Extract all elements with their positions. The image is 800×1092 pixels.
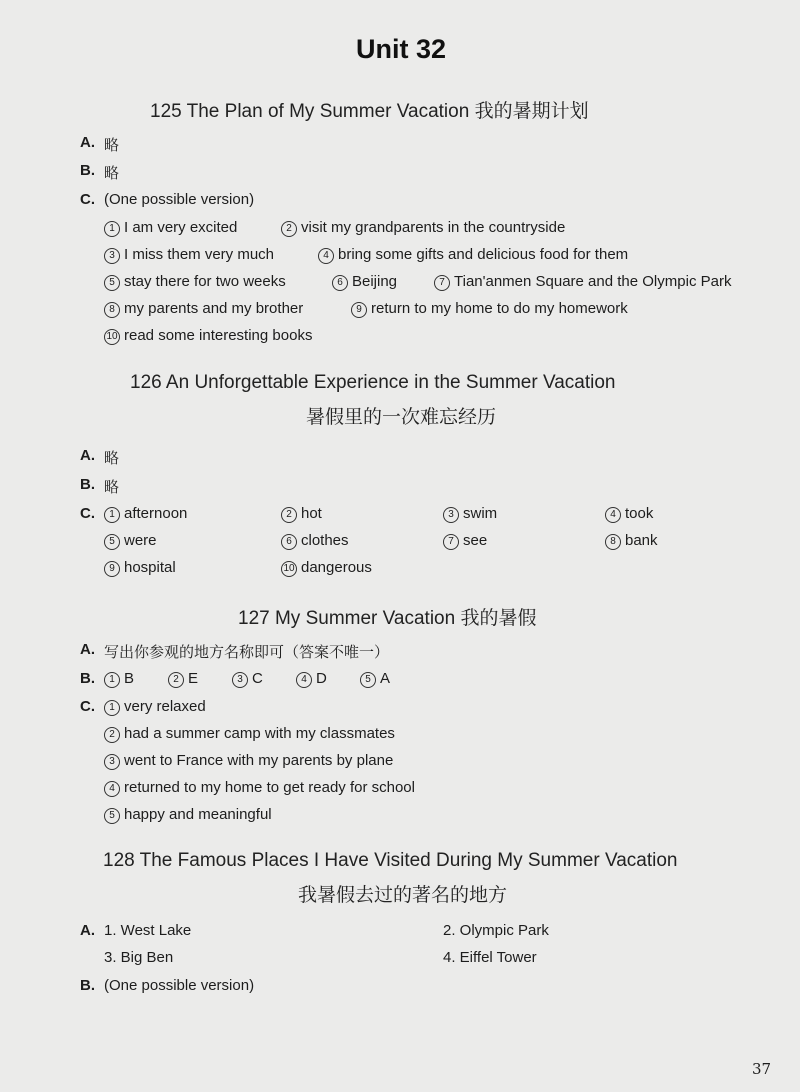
s126-item bbox=[281, 505, 322, 523]
s125-item-text: stay there for two weeks bbox=[124, 273, 286, 290]
circled-number: 6 bbox=[332, 275, 348, 291]
s125-item bbox=[104, 273, 286, 291]
s126-item bbox=[605, 532, 658, 550]
section-127-title: 127 My Summer Vacation 我的暑假 bbox=[238, 608, 537, 629]
s126-item-text: see bbox=[463, 532, 488, 549]
s126-item-text: clothes bbox=[301, 532, 349, 549]
s127-c-item bbox=[104, 806, 272, 824]
s127-b-item bbox=[104, 670, 134, 688]
circled-number: 2 bbox=[281, 507, 297, 523]
circled-number: 2 bbox=[104, 727, 120, 743]
section-126-title: 126 An Unforgettable Experience in the Summer Vacation bbox=[130, 372, 616, 393]
s127-c-text: had a summer camp with my classmates bbox=[124, 725, 395, 742]
s126-item bbox=[281, 559, 372, 577]
s125-c-note: (One possible version) bbox=[104, 191, 255, 208]
s125-item bbox=[281, 219, 565, 237]
s125-item-text: I miss them very much bbox=[124, 246, 275, 263]
s126-item bbox=[605, 505, 653, 523]
circled-number: 9 bbox=[351, 302, 367, 318]
circled-number: 7 bbox=[434, 275, 450, 291]
unit-title: Unit 32 bbox=[356, 34, 447, 64]
s126-item bbox=[104, 532, 157, 550]
circled-number: 3 bbox=[104, 248, 120, 264]
s126-item-text: hot bbox=[301, 505, 322, 522]
s127-a-answer: 写出你参观的地方名称即可（答案不唯一） bbox=[104, 644, 390, 661]
circled-number: 5 bbox=[360, 672, 376, 688]
s126-item bbox=[104, 559, 176, 577]
s128-b-note: (One possible version) bbox=[104, 977, 255, 994]
circled-number: 5 bbox=[104, 275, 120, 291]
section-125-title: 125 The Plan of My Summer Vacation 我的暑期计划 bbox=[150, 101, 589, 122]
circled-number: 4 bbox=[296, 672, 312, 688]
section-128-title: 128 The Famous Places I Have Visited During My Summer Vacation bbox=[103, 850, 678, 871]
s125-item bbox=[318, 246, 628, 264]
s128-b-label: B. bbox=[80, 977, 95, 994]
s127-b-label: B. bbox=[80, 670, 95, 687]
s126-item-text: took bbox=[625, 505, 654, 522]
s125-item-text: Beijing bbox=[352, 273, 398, 290]
circled-number: 3 bbox=[443, 507, 459, 523]
circled-number: 5 bbox=[104, 534, 120, 550]
s126-b-label: B. bbox=[80, 476, 95, 493]
s126-c-label: C. bbox=[80, 505, 95, 522]
circled-number: 2 bbox=[281, 221, 297, 237]
s127-a-label: A. bbox=[80, 641, 95, 658]
circled-number: 1 bbox=[104, 221, 120, 237]
s127-c-item bbox=[104, 779, 415, 797]
s125-item bbox=[104, 219, 237, 237]
s127-c-label: C. bbox=[80, 698, 95, 715]
s125-item-text: visit my grandparents in the countryside bbox=[301, 219, 566, 236]
s125-b-answer: 略 bbox=[104, 165, 120, 182]
s127-c-text: very relaxed bbox=[124, 698, 206, 715]
s128-a-label: A. bbox=[80, 922, 95, 939]
circled-number: 3 bbox=[104, 754, 120, 770]
s128-a-item: 1. West Lake bbox=[104, 922, 192, 939]
s126-item-text: afternoon bbox=[124, 505, 188, 522]
s126-item-text: swim bbox=[463, 505, 498, 522]
s127-b-letter: B bbox=[124, 670, 135, 687]
s125-a-label: A. bbox=[80, 134, 95, 151]
s125-c-label: C. bbox=[80, 191, 95, 208]
s127-c-text: happy and meaningful bbox=[124, 806, 272, 823]
circled-number: 4 bbox=[104, 781, 120, 797]
s125-b-label: B. bbox=[80, 162, 95, 179]
s125-item-text: bring some gifts and delicious food for them bbox=[338, 246, 629, 263]
circled-number: 1 bbox=[104, 700, 120, 716]
s126-a-answer: 略 bbox=[104, 450, 120, 467]
s125-item-text: I am very excited bbox=[124, 219, 238, 236]
circled-number: 9 bbox=[104, 561, 120, 577]
s127-c-text: returned to my home to get ready for school bbox=[124, 779, 415, 796]
s128-a-item: 3. Big Ben bbox=[104, 949, 174, 966]
circled-number: 4 bbox=[318, 248, 334, 264]
circled-number: 4 bbox=[605, 507, 621, 523]
s127-b-item bbox=[232, 670, 263, 688]
s126-item-text: were bbox=[124, 532, 157, 549]
s127-b-letter: A bbox=[380, 670, 391, 687]
s128-a-item: 2. Olympic Park bbox=[443, 922, 549, 939]
s127-b-item bbox=[168, 670, 198, 688]
s127-c-item bbox=[104, 698, 206, 716]
s125-item bbox=[104, 246, 274, 264]
circled-number: 5 bbox=[104, 808, 120, 824]
s128-a-item: 4. Eiffel Tower bbox=[443, 949, 537, 966]
s127-b-letter: C bbox=[252, 670, 263, 687]
s125-a-answer: 略 bbox=[104, 137, 120, 154]
s127-c-item bbox=[104, 725, 395, 743]
s126-item-text: dangerous bbox=[301, 559, 372, 576]
s125-item-text: Tian'anmen Square and the Olympic Park bbox=[454, 273, 732, 290]
s126-item bbox=[281, 532, 349, 550]
circled-number: 6 bbox=[281, 534, 297, 550]
s127-b-item bbox=[296, 670, 327, 688]
s127-b-letter: D bbox=[316, 670, 327, 687]
circled-number: 2 bbox=[168, 672, 184, 688]
s127-c-item bbox=[104, 752, 393, 770]
circled-number: 7 bbox=[443, 534, 459, 550]
s125-item-text: my parents and my brother bbox=[124, 300, 304, 317]
section-126-subtitle: 暑假里的一次难忘经历 bbox=[306, 407, 497, 428]
s125-item bbox=[351, 300, 628, 318]
circled-number: 3 bbox=[232, 672, 248, 688]
s127-c-text: went to France with my parents by plane bbox=[124, 752, 394, 769]
circled-number: 1 bbox=[104, 672, 120, 688]
s126-item bbox=[443, 505, 497, 523]
s125-item-text: read some interesting books bbox=[124, 327, 313, 344]
s125-item bbox=[434, 273, 731, 291]
s126-item bbox=[443, 532, 487, 550]
s126-item-text: bank bbox=[625, 532, 658, 549]
s127-b-item bbox=[360, 670, 390, 688]
s127-b-letter: E bbox=[188, 670, 199, 687]
s126-a-label: A. bbox=[80, 447, 95, 464]
s126-b-answer: 略 bbox=[104, 479, 120, 496]
s126-item bbox=[104, 505, 187, 523]
section-128-subtitle: 我暑假去过的著名的地方 bbox=[298, 885, 508, 906]
page-number: 37 bbox=[752, 1060, 772, 1078]
circled-number: 1 bbox=[104, 507, 120, 523]
s125-item bbox=[104, 327, 312, 345]
s125-item bbox=[104, 300, 303, 318]
circled-number: 10 bbox=[281, 561, 297, 577]
circled-number: 8 bbox=[605, 534, 621, 550]
s125-item-text: return to my home to do my homework bbox=[371, 300, 628, 317]
circled-number: 10 bbox=[104, 329, 120, 345]
s125-item bbox=[332, 273, 397, 291]
circled-number: 8 bbox=[104, 302, 120, 318]
s126-item-text: hospital bbox=[124, 559, 176, 576]
